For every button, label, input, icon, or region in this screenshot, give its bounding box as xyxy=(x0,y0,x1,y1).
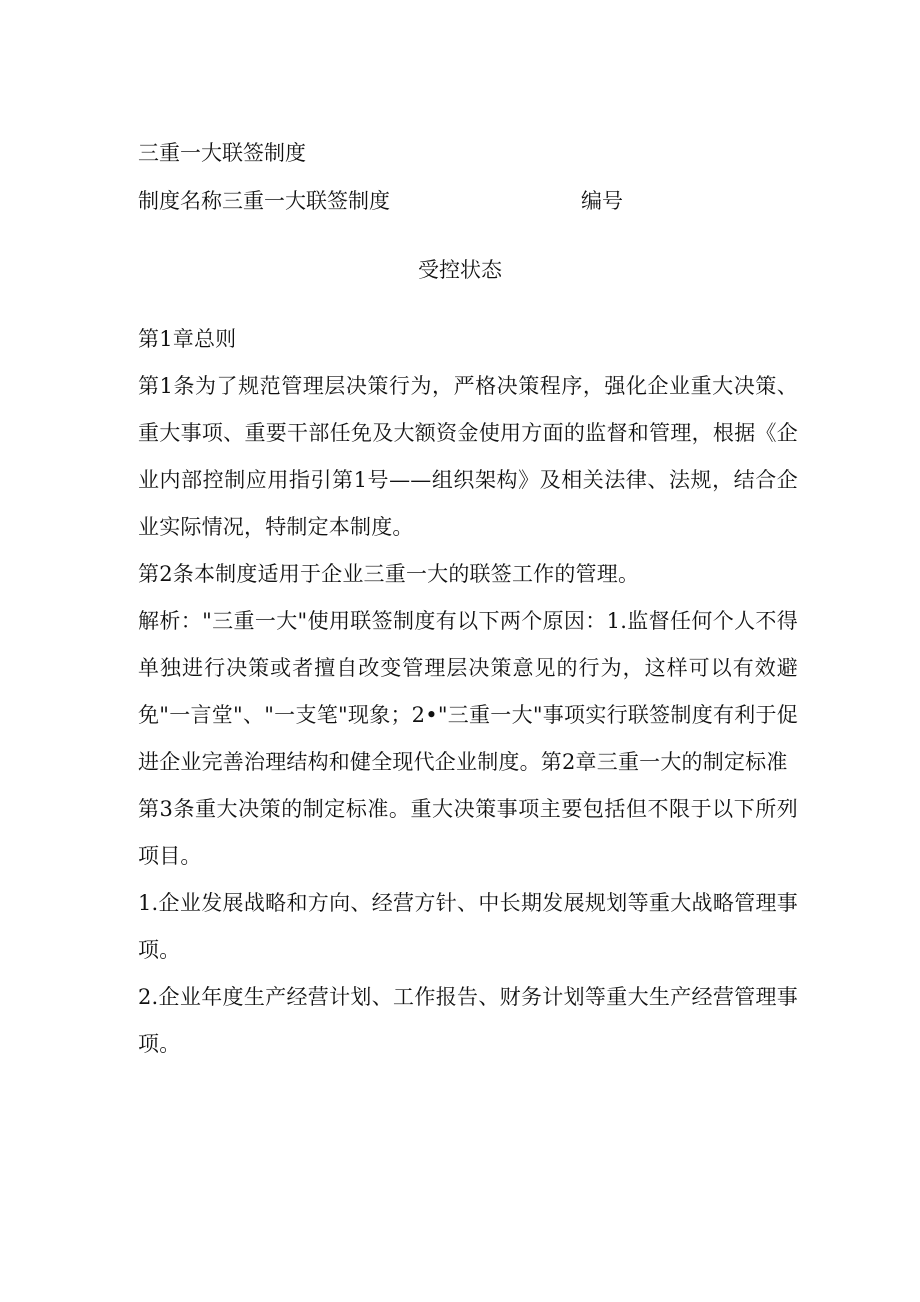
document-body xyxy=(138,316,798,1068)
chapter-heading: 第1章总则 xyxy=(138,327,237,351)
article-paragraph: 第2条本制度适用于企业三重一大的联签工作的管理。 xyxy=(138,562,640,586)
analysis-paragraph: 解析："三重一大"使用联签制度有以下两个原因：1.监督任何个人不得单独进行决策或者擅自改变管理层决策意见的行为，这样可以有效避免"一言堂"、"一支笔"现象；2•"三重一大"事项实行联签制度有利于促进企业完善治理结构和健全现代企业制度。第2章三重一大的制定标准 xyxy=(138,609,798,774)
document-title: 三重一大联签制度 xyxy=(138,141,306,165)
list-item: 1.企业发展战略和方向、经营方针、中长期发展规划等重大战略管理事项。 xyxy=(138,891,798,962)
list-item: 2.企业年度生产经营计划、工作报告、财务计划等重大生产经营管理事项。 xyxy=(138,985,798,1056)
regulation-code-label: 编号 xyxy=(581,189,623,213)
control-status-label: 受控状态 xyxy=(418,258,502,282)
article-paragraph: 第3条重大决策的制定标准。重大决策事项主要包括但不限于以下所列项目。 xyxy=(138,797,798,868)
regulation-name-label: 制度名称三重一大联签制度 xyxy=(138,189,390,213)
article-paragraph: 第1条为了规范管理层决策行为，严格决策程序，强化企业重大决策、重大事项、重要干部任免及大额资金使用方面的监督和管理，根据《企业内部控制应用指引第1号——组织架构》及相关法律、法规，结合企业实际情况，特制定本制度。 xyxy=(138,374,798,539)
